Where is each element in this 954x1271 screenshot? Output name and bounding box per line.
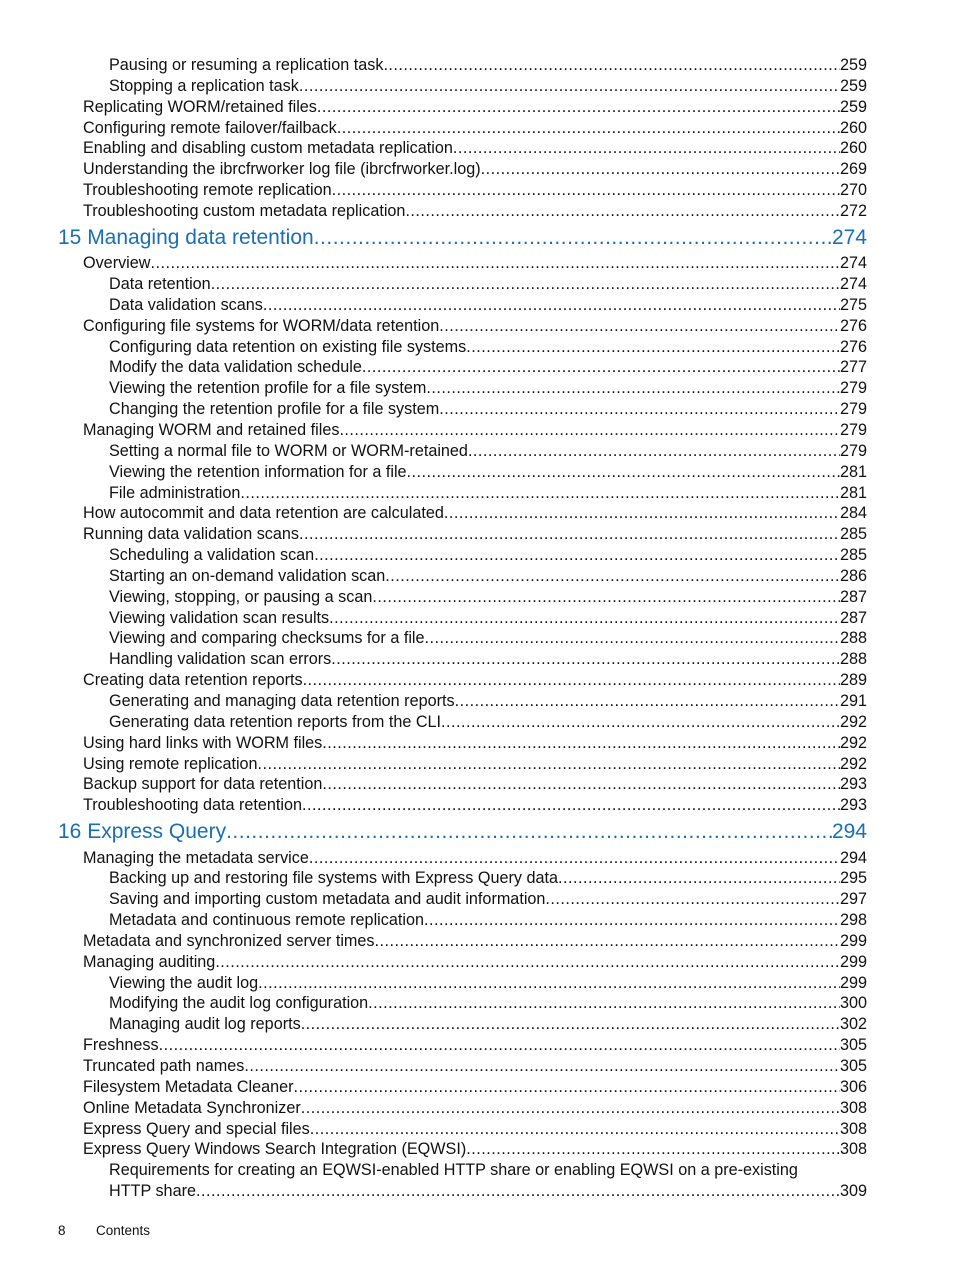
toc-entry[interactable] <box>0 931 867 952</box>
toc-entry[interactable] <box>0 795 867 816</box>
toc-leader-dots <box>362 357 840 378</box>
toc-entry[interactable] <box>0 76 867 97</box>
toc-entry[interactable] <box>0 503 867 524</box>
toc-entry-title: 16 Express Query <box>58 820 227 844</box>
toc-entry-page: 279 <box>839 421 867 439</box>
toc-entry-title: Generating and managing data retention reports <box>109 691 455 710</box>
toc-entry-title: Filesystem Metadata Cleaner <box>83 1077 294 1096</box>
toc-leader-dots <box>302 795 840 816</box>
toc-entry-page: 276 <box>839 316 867 335</box>
toc-leader-dots <box>466 337 840 358</box>
toc-entry-page: 305 <box>839 1056 867 1075</box>
toc-entry-page: 308 <box>839 1098 867 1117</box>
toc-leader-dots <box>331 649 840 670</box>
toc-entry[interactable] <box>0 587 867 608</box>
toc-entry[interactable] <box>0 462 867 483</box>
toc-entry-title: Troubleshooting remote replication <box>83 181 332 200</box>
toc-entry[interactable] <box>0 754 867 775</box>
toc-entry[interactable] <box>0 399 867 420</box>
toc-entry[interactable] <box>0 274 867 295</box>
toc-entry-page: 276 <box>839 337 867 356</box>
toc-chapter-entry[interactable] <box>0 223 867 253</box>
toc-entry[interactable] <box>0 316 867 337</box>
toc-entry-title: Using hard links with WORM files <box>83 733 323 752</box>
toc-entry[interactable] <box>0 1139 867 1160</box>
toc-entry[interactable] <box>0 253 867 274</box>
toc-leader-dots <box>424 910 840 931</box>
toc-leader-dots <box>211 274 840 295</box>
toc-entry-page: 300 <box>839 994 867 1013</box>
toc-entry-page: 297 <box>839 890 867 909</box>
toc-entry-title: HTTP share <box>109 1182 196 1201</box>
toc-entry-page: 288 <box>839 650 867 669</box>
toc-leader-dots <box>375 931 840 952</box>
toc-entry-page: 288 <box>839 629 867 648</box>
toc-entry-title: Viewing the retention profile for a file system <box>109 379 427 398</box>
toc-leader-dots <box>299 76 840 97</box>
toc-entry-page: 272 <box>839 201 867 220</box>
toc-leader-dots <box>439 399 840 420</box>
toc-leader-dots <box>314 545 840 566</box>
toc-entry-title: Viewing the retention information for a file <box>109 462 407 481</box>
toc-entry-title: Managing WORM and retained files <box>83 421 340 439</box>
toc-entry[interactable] <box>0 97 867 118</box>
toc-entry-page: 299 <box>839 952 867 971</box>
toc-entry-page: 291 <box>839 691 867 710</box>
toc-entry-title: Truncated path names <box>83 1056 245 1075</box>
toc-entry-title: Viewing and comparing checksums for a file <box>109 629 425 648</box>
toc-entry[interactable] <box>0 1160 867 1181</box>
toc-entry[interactable] <box>0 201 867 222</box>
toc-entry-page: 286 <box>839 566 867 585</box>
toc-entry[interactable] <box>0 357 867 378</box>
toc-leader-dots <box>226 817 832 847</box>
toc-entry-title: Managing audit log reports <box>109 1015 301 1034</box>
toc-leader-dots <box>159 1035 840 1056</box>
toc-entry-page: 275 <box>839 295 867 314</box>
toc-leader-dots <box>372 587 840 608</box>
toc-entry-page: 279 <box>839 379 867 398</box>
toc-leader-dots <box>309 848 840 869</box>
toc-leader-dots <box>545 889 840 910</box>
toc-leader-dots <box>385 566 840 587</box>
toc-entry[interactable] <box>0 441 867 462</box>
toc-entry-title: Understanding the ibrcfrworker log file (ibrcfrworker.log) <box>83 160 481 179</box>
toc-entry-title: Enabling and disabling custom metadata replication <box>83 139 453 158</box>
toc-leader-dots <box>301 1014 840 1035</box>
toc-entry-page: 293 <box>839 796 867 815</box>
toc-entry-title: How autocommit and data retention are calculated <box>83 504 444 523</box>
toc-entry[interactable] <box>0 691 867 712</box>
toc-entry-page: 260 <box>839 139 867 158</box>
toc-entry[interactable] <box>0 1077 867 1098</box>
toc-entry[interactable] <box>0 910 867 931</box>
toc-entry-title: Data validation scans <box>109 295 263 314</box>
toc-entry-title: Troubleshooting data retention <box>83 796 302 815</box>
toc-entry-page: 294 <box>831 820 867 844</box>
toc-leader-dots <box>481 159 840 180</box>
toc-entry-title: Express Query Windows Search Integration (EQWSI) <box>83 1140 467 1159</box>
toc-leader-dots <box>426 378 840 399</box>
toc-leader-dots <box>468 441 840 462</box>
toc-entry[interactable] <box>0 524 867 545</box>
toc-entry-title: Overview <box>83 254 151 273</box>
toc-leader-dots <box>339 420 840 441</box>
toc-entry[interactable] <box>0 608 867 629</box>
toc-entry-title: Handling validation scan errors <box>109 650 332 669</box>
toc-entry-title: Changing the retention profile for a file system <box>109 400 440 419</box>
toc-entry-page: 277 <box>839 358 867 377</box>
toc-entry-page: 281 <box>839 462 867 481</box>
toc-entry-title: Pausing or resuming a replication task <box>109 56 384 74</box>
toc-entry[interactable] <box>0 420 867 441</box>
toc-leader-dots <box>303 670 840 691</box>
toc-leader-dots <box>244 1056 840 1077</box>
toc-entry-page: 309 <box>839 1182 867 1201</box>
toc-entry-title: Backup support for data retention <box>83 775 323 794</box>
toc-entry-title: Replicating WORM/retained files <box>83 97 317 116</box>
toc-entry-title: Online Metadata Synchronizer <box>83 1098 301 1117</box>
toc-entry-title: Requirements for creating an EQWSI-enabled HTTP share or enabling EQWSI on a pre-existing <box>109 1161 798 1180</box>
toc-leader-dots <box>299 524 840 545</box>
toc-entry-title: Stopping a replication task <box>109 76 299 95</box>
toc-entry-title: File administration <box>109 483 241 502</box>
toc-entry-page: 274 <box>839 275 867 294</box>
toc-entry-page: 305 <box>839 1036 867 1055</box>
toc-entry-title: Data retention <box>109 275 211 294</box>
toc-leader-dots <box>441 712 840 733</box>
toc-entry-page: 306 <box>839 1077 867 1096</box>
toc-entry-page: 285 <box>839 546 867 565</box>
toc-entry-title: Configuring remote failover/failback <box>83 118 337 137</box>
toc-entry[interactable] <box>0 1014 867 1035</box>
toc-entry[interactable] <box>0 889 867 910</box>
toc-entry-page: 293 <box>839 775 867 794</box>
toc-entry-title: Starting an on-demand validation scan <box>109 566 386 585</box>
toc-leader-dots <box>314 223 832 253</box>
toc-entry[interactable] <box>0 1119 867 1140</box>
toc-leader-dots <box>444 503 840 524</box>
toc-leader-dots <box>310 1119 840 1140</box>
toc-entry-page: 284 <box>839 504 867 523</box>
toc-leader-dots <box>425 628 840 649</box>
toc-entry-page: 279 <box>839 441 867 460</box>
toc-entry-title: Troubleshooting custom metadata replication <box>83 201 406 220</box>
toc-entry-title: Configuring file systems for WORM/data retention <box>83 316 440 335</box>
toc-entry-page: 274 <box>839 254 867 273</box>
toc-entry-title: Scheduling a validation scan <box>109 546 315 565</box>
toc-entry[interactable] <box>0 848 867 869</box>
toc-entry-page: 299 <box>839 973 867 992</box>
toc-leader-dots <box>405 201 840 222</box>
toc-entry[interactable] <box>0 1098 867 1119</box>
toc-entry[interactable] <box>0 180 867 201</box>
toc-entry-title: Saving and importing custom metadata and audit information <box>109 890 546 909</box>
toc-entry[interactable] <box>0 159 867 180</box>
toc-entry-page: 298 <box>839 911 867 930</box>
footer-section: Contents <box>96 1223 151 1238</box>
toc-entry[interactable] <box>0 118 867 139</box>
toc-entry-title: Viewing the audit log <box>109 973 259 992</box>
toc-entry-page: 292 <box>839 712 867 731</box>
toc-entry-title: Configuring data retention on existing file systems <box>109 337 467 356</box>
toc-entry-title: Managing the metadata service <box>83 848 309 867</box>
toc-leader-dots <box>453 138 840 159</box>
toc-entry-page: 259 <box>839 56 867 74</box>
toc-entry[interactable] <box>0 545 867 566</box>
toc-entry-page: 292 <box>839 754 867 773</box>
toc-entry-page: 259 <box>839 97 867 116</box>
toc-entry-title: Express Query and special files <box>83 1119 310 1138</box>
table-of-contents <box>0 55 954 1202</box>
toc-leader-dots <box>466 1139 840 1160</box>
toc-entry-title: Creating data retention reports <box>83 671 303 690</box>
toc-entry-page: 308 <box>839 1119 867 1138</box>
toc-entry-title: Using remote replication <box>83 754 258 773</box>
toc-entry-title: Managing auditing <box>83 952 216 971</box>
page-footer <box>58 1223 150 1238</box>
toc-entry[interactable] <box>0 649 867 670</box>
toc-entry-page: 281 <box>839 483 867 502</box>
toc-entry-page: 269 <box>839 160 867 179</box>
toc-leader-dots <box>332 180 840 201</box>
toc-entry-page: 274 <box>831 225 867 249</box>
toc-leader-dots <box>196 1181 840 1202</box>
toc-leader-dots <box>439 316 840 337</box>
toc-entry[interactable] <box>0 138 867 159</box>
toc-entry-page: 285 <box>839 525 867 544</box>
toc-entry-page: 299 <box>839 931 867 950</box>
toc-entry[interactable] <box>0 952 867 973</box>
toc-entry[interactable] <box>0 1181 867 1202</box>
toc-entry-title: Modify the data validation schedule <box>109 358 362 377</box>
toc-entry-page: 292 <box>839 733 867 752</box>
toc-entry[interactable] <box>0 973 867 994</box>
toc-entry[interactable] <box>0 1035 867 1056</box>
toc-entry[interactable] <box>0 868 867 889</box>
toc-entry[interactable] <box>0 733 867 754</box>
toc-leader-dots <box>215 952 840 973</box>
toc-leader-dots <box>294 1077 840 1098</box>
toc-entry-title: Viewing validation scan results <box>109 608 330 627</box>
toc-leader-dots <box>258 973 840 994</box>
toc-entry-page: 279 <box>839 400 867 419</box>
footer-page-number: 8 <box>58 1223 66 1238</box>
toc-chapter-entry[interactable] <box>0 817 867 847</box>
toc-entry[interactable] <box>0 295 867 316</box>
toc-entry-title: Backing up and restoring file systems with Express Query data <box>109 869 558 888</box>
toc-leader-dots <box>322 733 840 754</box>
toc-entry-title: Viewing, stopping, or pausing a scan <box>109 587 373 606</box>
toc-entry-page: 287 <box>839 608 867 627</box>
toc-entry[interactable] <box>0 670 867 691</box>
toc-entry-title: Metadata and continuous remote replication <box>109 911 424 930</box>
toc-entry-page: 260 <box>839 118 867 137</box>
toc-entry-page: 295 <box>839 869 867 888</box>
toc-entry-page: 289 <box>839 671 867 690</box>
toc-entry-title: Metadata and synchronized server times <box>83 931 375 950</box>
toc-leader-dots <box>558 868 840 889</box>
toc-leader-dots <box>322 774 840 795</box>
toc-entry-title: Generating data retention reports from the CLI <box>109 712 442 731</box>
toc-entry-title: Modifying the audit log configuration <box>109 994 369 1013</box>
toc-entry[interactable] <box>0 774 867 795</box>
toc-leader-dots <box>258 754 840 775</box>
toc-entry-page: 294 <box>839 848 867 867</box>
toc-entry-page: 270 <box>839 181 867 200</box>
toc-entry[interactable] <box>0 628 867 649</box>
toc-entry-page: 302 <box>839 1015 867 1034</box>
toc-entry[interactable] <box>0 337 867 358</box>
toc-entry-title: 15 Managing data retention <box>58 225 314 249</box>
toc-entry-page: 287 <box>839 587 867 606</box>
toc-entry-title: Freshness <box>83 1036 159 1055</box>
toc-entry[interactable] <box>0 566 867 587</box>
toc-entry[interactable] <box>0 378 867 399</box>
toc-leader-dots <box>368 993 840 1014</box>
toc-entry[interactable] <box>0 712 867 733</box>
toc-entry[interactable] <box>0 55 867 76</box>
toc-leader-dots <box>301 1098 840 1119</box>
toc-leader-dots <box>407 462 840 483</box>
toc-entry-title: Running data validation scans <box>83 525 299 544</box>
toc-entry-page: 259 <box>839 76 867 95</box>
toc-leader-dots <box>455 691 840 712</box>
toc-leader-dots <box>383 55 840 76</box>
toc-leader-dots <box>337 118 840 139</box>
toc-entry-page: 308 <box>839 1140 867 1159</box>
toc-leader-dots <box>317 97 840 118</box>
toc-entry-title: Setting a normal file to WORM or WORM-retained <box>109 441 468 460</box>
toc-leader-dots <box>240 483 840 504</box>
toc-entry[interactable] <box>0 483 867 504</box>
toc-entry[interactable] <box>0 993 867 1014</box>
toc-entry[interactable] <box>0 1056 867 1077</box>
toc-leader-dots <box>150 253 840 274</box>
toc-leader-dots <box>329 608 840 629</box>
toc-leader-dots <box>263 295 840 316</box>
